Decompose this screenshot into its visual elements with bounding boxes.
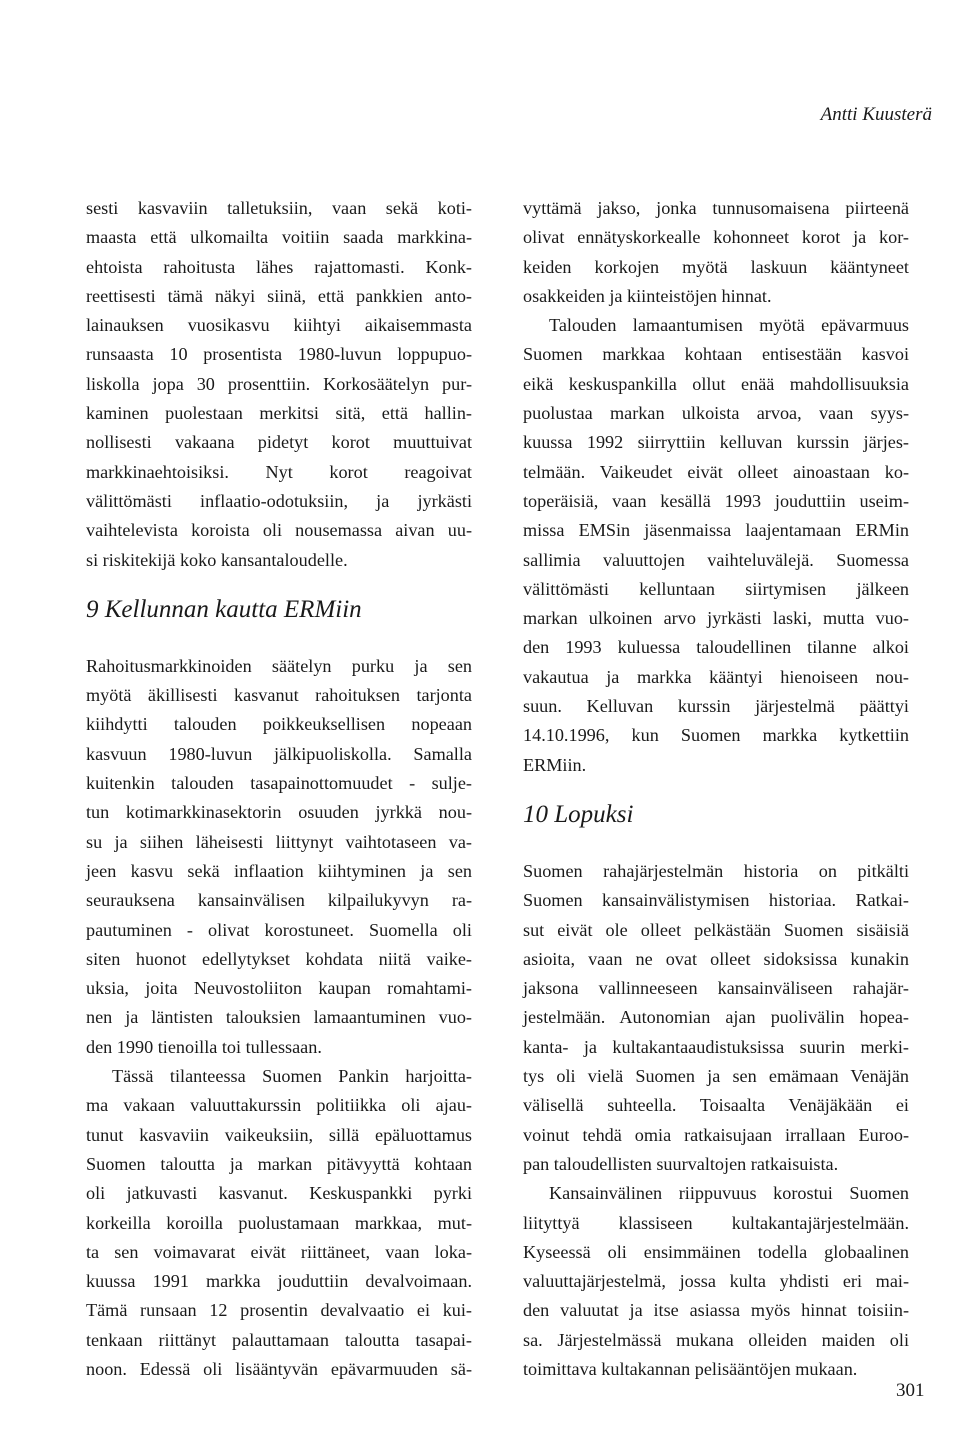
- right-column: [523, 194, 909, 1384]
- text-line: kasvuun 1980-luvun jälkipuoliskolla. Samalla: [86, 743, 472, 764]
- spacer: [523, 780, 909, 800]
- text-line: telmään. Vaikeudet eivät olleet ainoastaan ko-: [523, 461, 909, 482]
- text-line: sallimia valuuttojen vaihteluvälejä. Suomessa: [523, 549, 909, 570]
- paragraph: [523, 1179, 909, 1384]
- text-line: vakautua ja markka kääntyi hienoiseen nou-: [523, 666, 909, 687]
- text-line: uksia, joita Neuvostoliiton kaupan romahtami-: [86, 978, 472, 999]
- text-line: valuuttajärjestelmä, jossa kulta yhdisti eri mai-: [523, 1271, 909, 1292]
- text-line: Suomen markkaa kohtaan entisestään kasvoi: [523, 344, 909, 365]
- text-line: ehtoista rahoitusta lähes rajattomasti. Konk-: [86, 256, 472, 277]
- paragraph: [86, 194, 472, 575]
- text-line: suun. Kelluvan kurssin järjestelmä päättyi: [523, 696, 909, 717]
- text-line: Talouden lamaantumisen myötä epävarmuus: [549, 315, 909, 336]
- text-line: Kyseessä oli ensimmäinen todella globaalinen: [523, 1241, 909, 1262]
- text-line: osakkeiden ja kiinteistöjen hinnat.: [523, 285, 772, 306]
- spacer: [86, 624, 472, 652]
- text-line: pan taloudellisten suurvaltojen ratkaisuista.: [523, 1153, 839, 1174]
- text-line: runsaasta 10 prosentista 1980-luvun loppupuo-: [86, 344, 472, 365]
- text-line: seurauksena kansainvälisen kilpailukyvyn ra-: [86, 890, 472, 911]
- text-line: si riskitekijä koko kansantaloudelle.: [86, 549, 348, 570]
- left-column: [86, 194, 472, 1384]
- text-line: reettisesti tämä näkyi siinä, että pankkien anto-: [86, 285, 472, 306]
- text-line: noon. Edessä oli lisääntyvän epävarmuuden sä-: [86, 1358, 472, 1379]
- text-line: toimittava kultakannan pelisääntöjen mukaan.: [523, 1358, 858, 1379]
- paragraph: [86, 652, 472, 1062]
- section-heading-10: 10 Lopuksi: [523, 800, 634, 828]
- running-header-author: Antti Kuusterä: [820, 104, 932, 125]
- text-line: liityttyä klassiseen kultakantajärjestelmään.: [523, 1212, 909, 1233]
- text-line: den 1990 tienoilla toi tullessaan.: [86, 1036, 322, 1057]
- text-line: myötä äkillisesti kasvanut rahoituksen tarjonta: [86, 685, 472, 706]
- text-line: Suomen taloutta ja markan pitävyyttä kohtaan: [86, 1153, 472, 1174]
- text-line: missa EMSin jäsenmaissa laajentamaan ERMin: [523, 520, 909, 541]
- text-line: Kansainvälinen riippuvuus korostui Suomen: [549, 1183, 909, 1204]
- text-line: tenkaan riittänyt palauttamaan taloutta tasapai-: [86, 1329, 472, 1350]
- text-line: puolustaa markan ulkoista arvoa, vaan syys-: [523, 403, 909, 424]
- text-line: välittömästi inflaatio-odotuksiin, ja jyrkästi: [86, 490, 472, 511]
- text-line: kuitenkin talouden tasapainottomuudet - sulje-: [86, 773, 472, 794]
- text-line: 14.10.1996, kun Suomen markka kytkettiin: [523, 725, 909, 746]
- text-line: markkinaehtoisiksi. Nyt korot reagoivat: [86, 461, 472, 482]
- text-line: siten huonot edellytykset kohdata niitä vaike-: [86, 948, 472, 969]
- text-line: kiihdytti talouden poikkeuksellisen nopeaan: [86, 714, 472, 735]
- text-line: Tässä tilanteessa Suomen Pankin harjoitta-: [112, 1066, 472, 1087]
- paragraph: [86, 1062, 472, 1384]
- text-line: oli jatkuvasti kasvanut. Keskuspankki pyrki: [86, 1183, 472, 1204]
- text-line: voinut tehdä omia ratkaisujaan irrallaan Euroo-: [523, 1124, 909, 1145]
- text-line: den valuutat ja itse asiassa myös hinnat toisiin-: [523, 1300, 909, 1321]
- text-line: su ja siihen läheisesti liittynyt vaihtotaseen va-: [86, 831, 472, 852]
- spacer: [523, 829, 909, 857]
- text-line: keiden korkojen myötä laskuun kääntyneet: [523, 256, 909, 277]
- text-line: den 1993 kuluessa taloudellinen tilanne alkoi: [523, 637, 909, 658]
- text-line: markan ulkoinen arvo jyrkästi laski, mutta vuo-: [523, 608, 909, 629]
- text-line: sut eivät ole olleet pelkästään Suomen sisäisiä: [523, 919, 909, 940]
- text-line: Suomen kansainvälistymisen historiaa. Ratkai-: [523, 890, 909, 911]
- text-line: ERMiin.: [523, 754, 587, 775]
- text-line: vyttämä jakso, jonka tunnusomaisena piirteenä: [523, 198, 909, 218]
- text-line: nen ja läntisten talouksien lamaantuminen vuo-: [86, 1007, 472, 1028]
- text-line: nollisesti vakaana pidetyt korot muuttuivat: [86, 432, 472, 453]
- section-heading-9: 9 Kellunnan kautta ERMiin: [86, 595, 362, 623]
- spacer: [86, 575, 472, 595]
- text-line: olivat ennätyskorkealle kohonneet korot ja kor-: [523, 227, 909, 248]
- text-line: jeen kasvu sekä inflaation kiihtyminen ja sen: [86, 860, 472, 881]
- text-line: asioita, vaan ne ovat olleet sidoksissa kunakin: [523, 948, 909, 969]
- text-line: kaminen puolestaan merkitsi sitä, että hallin-: [86, 403, 472, 424]
- text-line: Suomen rahajärjestelmän historia on pitkälti: [523, 860, 909, 881]
- text-line: kuussa 1992 siirryttiin kelluvan kurssin järjes-: [523, 432, 909, 453]
- text-line: sa. Järjestelmässä mukana olleiden maiden oli: [523, 1329, 909, 1350]
- text-line: välittömästi kelluntaan siirtymisen jälkeen: [523, 578, 909, 599]
- text-line: tys oli vielä Suomen ja sen emämaan Venäjän: [523, 1066, 909, 1087]
- paragraph: [523, 194, 909, 311]
- text-line: Rahoitusmarkkinoiden säätelyn purku ja sen: [86, 655, 472, 676]
- text-line: Tämä runsaan 12 prosentin devalvaatio ei kui-: [86, 1300, 472, 1321]
- text-line: liskolla jopa 30 prosenttiin. Korkosäätelyn pur-: [86, 373, 472, 394]
- text-line: maasta että ulkomailta voitiin saada markkina-: [86, 227, 472, 248]
- text-line: lainauksen vuosikasvu kiihtyi aikaisemmasta: [86, 315, 472, 336]
- text-line: ta sen voimavarat eivät riittäneet, vaan loka-: [86, 1241, 472, 1262]
- text-line: jestelmään. Autonomian ajan puolivälin hopea-: [523, 1007, 909, 1028]
- paragraph: [523, 857, 909, 1179]
- text-line: vaihtelevista koroista oli nousemassa aivan uu-: [86, 520, 472, 541]
- paragraph: [523, 311, 909, 780]
- text-line: tunut kasvaviin vaikeuksiin, sillä epäluottamus: [86, 1124, 472, 1145]
- text-line: eikä keskuspankilla ollut enää mahdollisuuksia: [523, 373, 909, 394]
- text-line: kanta- ja kultakantaaudistuksissa suurin merki-: [523, 1036, 909, 1057]
- text-line: korkeilla koroilla puolustamaan markkaa, mut-: [86, 1212, 472, 1233]
- text-line: tun kotimarkkinasektorin osuuden jyrkkä nou-: [86, 802, 472, 823]
- text-line: jaksona vallinneeseen kansainväliseen rahajär-: [523, 978, 909, 999]
- text-line: välisellä suhteella. Toisaalta Venäjäkään ei: [523, 1095, 909, 1116]
- page-number: 301: [896, 1380, 925, 1401]
- text-line: pautuminen - olivat korostuneet. Suomella oli: [86, 919, 472, 940]
- text-line: kuussa 1991 markka jouduttiin devalvoimaan.: [86, 1271, 472, 1292]
- text-line: toperäisiä, vaan kesällä 1993 jouduttiin useim-: [523, 490, 909, 511]
- text-line: ma vakaan valuuttakurssin politiikka oli ajau-: [86, 1095, 472, 1116]
- text-line: sesti kasvaviin talletuksiin, vaan sekä koti-: [86, 198, 472, 218]
